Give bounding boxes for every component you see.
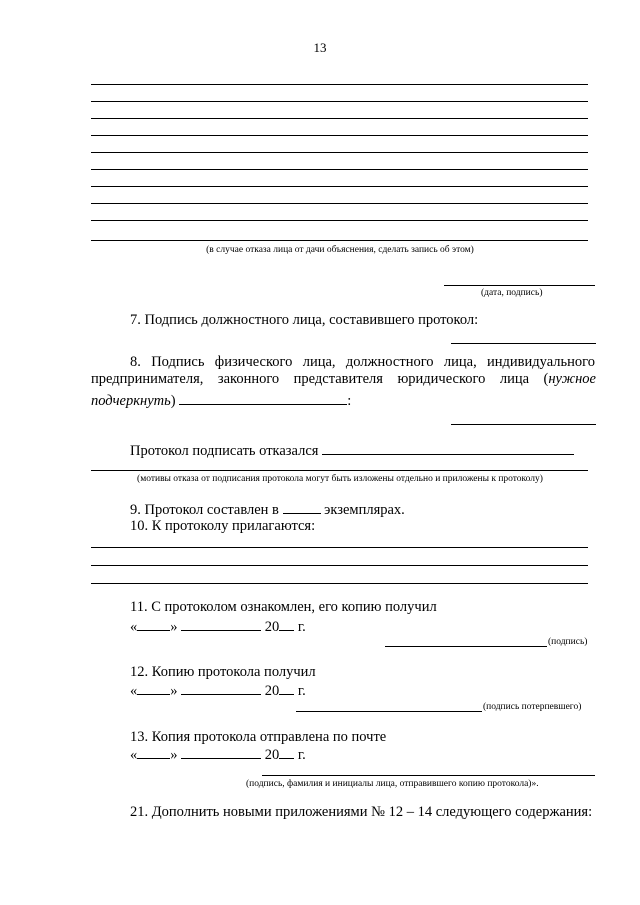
refusal-caption: (мотивы отказа от подписания протокола могут быть изложены отдельно и приложены к протоколу) [137, 474, 543, 484]
item-8-italic-underline-word: подчеркнуть [91, 393, 171, 409]
date-close-quote: » [170, 747, 178, 763]
item-9-row [130, 500, 405, 519]
date-open-quote: « [130, 683, 138, 699]
date-year-blank [279, 745, 294, 759]
blank-line [91, 118, 588, 119]
blank-line [91, 240, 588, 241]
item-12-signature-caption: (подпись потерпевшего) [483, 702, 582, 712]
page-number: 13 [313, 40, 327, 55]
item-7-text: 7. Подпись должностного лица, составившего протокол: [130, 312, 479, 328]
date-month-blank [181, 617, 261, 631]
item-8-signature-line [451, 424, 596, 425]
sender-caption: (подпись, фамилия и инициалы лица, отправившего копию протокола)». [246, 779, 539, 789]
refusal-reason-line [91, 470, 588, 471]
date-year-suffix: г. [297, 683, 306, 699]
date-year-blank [279, 681, 294, 695]
item-8-bracket: ) [170, 393, 176, 409]
copies-count-blank [283, 500, 321, 514]
date-year-blank [279, 617, 294, 631]
item-21-text: 21. Дополнить новыми приложениями № 12 – 14 следующего содержания: [130, 804, 593, 820]
item-8-line-2-text: предпринимателя, законного представителя юридического лица ( [91, 371, 549, 387]
date-close-quote: » [170, 619, 178, 635]
refused-blank-2 [455, 441, 574, 455]
blank-line [91, 101, 588, 102]
date-month-blank [181, 681, 261, 695]
item-13-text: 13. Копия протокола отправлена по почте [130, 729, 387, 745]
date-open-quote: « [130, 619, 138, 635]
attachment-line [91, 547, 588, 548]
blank-line [91, 186, 588, 187]
date-year-prefix: 20 [264, 683, 280, 699]
item-12-signature-line [296, 711, 482, 712]
date-day-blank [137, 681, 170, 695]
item-8-line-3 [91, 391, 351, 410]
item-13-sender-line [262, 775, 595, 776]
date-day-blank [137, 617, 170, 631]
item-11-signature-line [385, 646, 547, 647]
blank-line [91, 203, 588, 204]
item-12-date-row [130, 681, 306, 700]
explanation-caption: (в случае отказа лица от дачи объяснения, сделать запись об этом) [206, 245, 474, 255]
date-day-blank [137, 745, 170, 759]
date-signature-caption: (дата, подпись) [481, 288, 543, 298]
blank-line [91, 152, 588, 153]
date-year-suffix: г. [297, 747, 306, 763]
item-8-italic-word: нужное [548, 371, 596, 387]
date-month-blank [181, 745, 261, 759]
date-signature-line [444, 285, 595, 286]
blank-line [91, 135, 588, 136]
item-8-signature-blank [179, 391, 347, 405]
attachment-line [91, 583, 588, 584]
refused-blank-1 [322, 441, 455, 455]
item-10-text: 10. К протоколу прилагаются: [130, 518, 316, 534]
date-open-quote: « [130, 747, 138, 763]
item-8-line-1: 8. Подпись физического лица, должностного лица, индивидуального [130, 354, 595, 370]
item-13-date-row [130, 745, 306, 764]
date-year-prefix: 20 [264, 747, 280, 763]
item-8-colon: : [347, 393, 352, 409]
item-8-line-2 [91, 371, 596, 388]
item-11-text: 11. С протоколом ознакомлен, его копию получил [130, 599, 437, 615]
refused-label: Протокол подписать отказался [130, 443, 319, 459]
blank-line [91, 84, 588, 85]
blank-line [91, 169, 588, 170]
official-signature-line [451, 343, 596, 344]
attachment-line [91, 565, 588, 566]
item-9-text: 9. Протокол составлен в [130, 502, 279, 518]
item-9-text-end: экземплярах. [324, 502, 405, 518]
blank-line [91, 220, 588, 221]
refused-row [130, 441, 574, 460]
item-12-text: 12. Копию протокола получил [130, 664, 316, 680]
item-11-signature-caption: (подпись) [548, 637, 588, 647]
date-close-quote: » [170, 683, 178, 699]
date-year-suffix: г. [297, 619, 306, 635]
item-11-date-row [130, 617, 306, 636]
date-year-prefix: 20 [264, 619, 280, 635]
